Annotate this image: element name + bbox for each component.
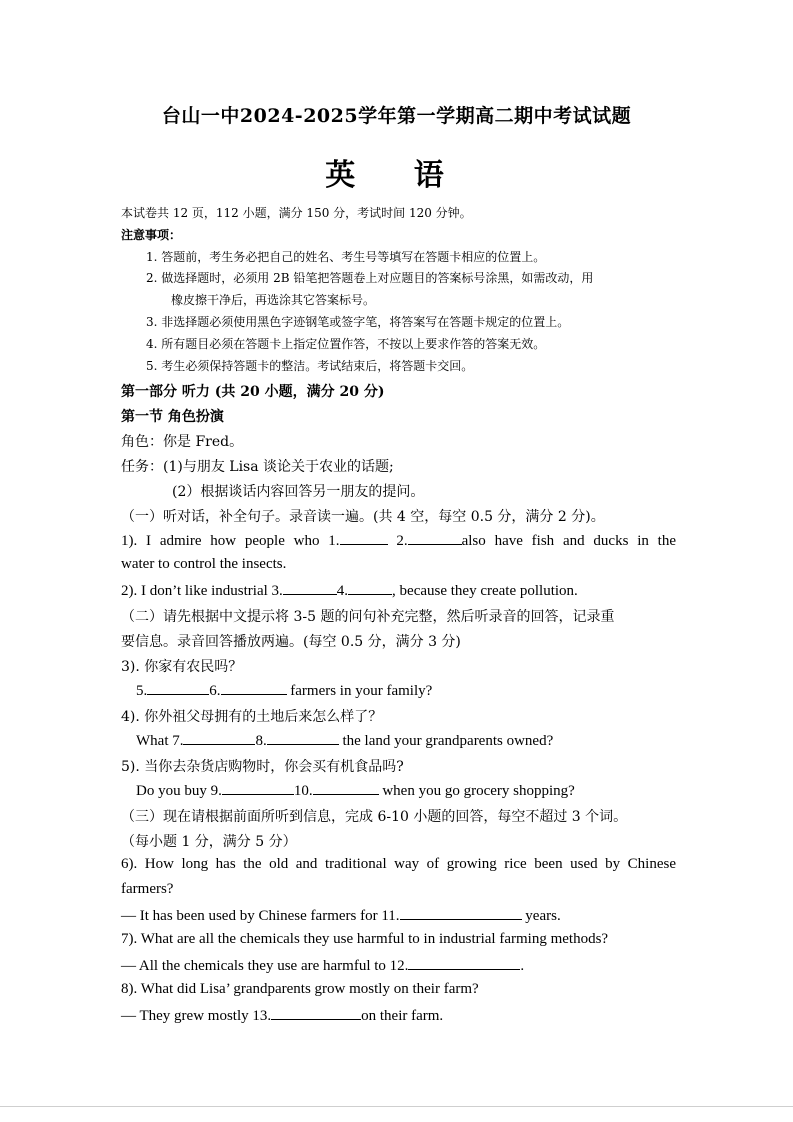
question-text: Do you buy 9. xyxy=(136,783,222,799)
note-item: 5. 考生必须保持答题卡的整洁。考试结束后，将答题卡交回。 xyxy=(146,359,474,373)
answer-blank-11 xyxy=(400,906,522,920)
page-bottom-divider xyxy=(0,1106,793,1107)
question-text: farmers in your family? xyxy=(286,683,433,699)
answer-blank-10 xyxy=(313,781,379,795)
question-6-line-2: farmers? xyxy=(121,881,174,897)
question-3-sentence xyxy=(136,681,432,700)
question-text: 10. xyxy=(293,783,313,799)
answer-text: — They grew mostly 13. xyxy=(121,1008,272,1024)
group3-header-2: （每小题 1 分，满分 5 分） xyxy=(121,834,297,850)
answer-blank-12 xyxy=(408,956,520,970)
group1-header: （一）听对话，补全句子。录音读一遍。(共 4 空，每空 0.5 分，满分 2 分)。 xyxy=(121,509,605,525)
task-line-2: (2）根据谈话内容回答另一朋友的提问。 xyxy=(172,484,425,500)
answer-blank-1 xyxy=(340,531,388,545)
question-text: the land your grandparents owned? xyxy=(338,733,554,749)
group2-header-1: （二）请先根据中文提示将 3-5 题的问句补充完整，然后听录音的回答，记录重 xyxy=(121,609,615,625)
question-number: 2). xyxy=(121,583,138,599)
question-text: , because they create pollution. xyxy=(392,583,578,599)
group3-header-1: （三）现在请根据前面所听到信息，完成 6-10 小题的回答，每空不超过 3 个词。 xyxy=(121,809,628,825)
question-1-line-1 xyxy=(121,531,676,550)
question-text: I don’t like industrial 3. xyxy=(137,583,283,599)
answer-blank-2 xyxy=(408,531,462,545)
notes-title: 注意事项： xyxy=(121,228,182,242)
answer-blank-9 xyxy=(222,781,294,795)
answer-blank-8 xyxy=(267,731,339,745)
note-item: 3. 非选择题必须使用黑色字迹钢笔或签字笔，将答案写在答题卡规定的位置上。 xyxy=(146,315,570,329)
question-text: 6. xyxy=(209,683,221,699)
note-item: 2. 做选择题时，必须用 2B 铅笔把答题卷上对应题目的答案标号涂黑，如需改动，用 xyxy=(146,271,594,285)
note-item: 橡皮擦干净后，再选涂其它答案标号。 xyxy=(171,293,376,307)
answer-blank-3 xyxy=(283,581,337,595)
question-text: also have fish and ducks in the xyxy=(461,533,676,549)
question-4-prompt: 4). 你外祖父母拥有的土地后来怎么样了？ xyxy=(121,709,383,725)
task-line-1: 任务：(1)与朋友 Lisa 谈论关于农业的话题; xyxy=(121,459,394,475)
question-5-sentence xyxy=(136,781,575,800)
question-6-line-1: 6). How long has the old and traditional way of growing rice been used by Chinese xyxy=(121,856,676,872)
answer-text: . xyxy=(520,958,525,974)
group2-header-2: 要信息。录音回答播放两遍。(每空 0.5 分，满分 3 分) xyxy=(121,634,461,650)
question-text: 2. xyxy=(387,533,408,549)
question-text: 1). I admire how people who 1. xyxy=(121,533,340,549)
question-4-sentence xyxy=(136,731,553,750)
question-1-line-2: water to control the insects. xyxy=(121,556,287,572)
answer-blank-7 xyxy=(183,731,255,745)
question-text: 8. xyxy=(255,733,267,749)
answer-blank-4 xyxy=(348,581,392,595)
role-line: 角色：你是 Fred。 xyxy=(121,434,244,450)
note-item: 1. 答题前，考生务必把自己的姓名、考生号等填写在答题卡相应的位置上。 xyxy=(146,250,546,264)
question-text: 4. xyxy=(336,583,349,599)
answer-text: years. xyxy=(521,908,561,924)
question-3-prompt: 3). 你家有农民吗？ xyxy=(121,659,243,675)
answer-text: on their farm. xyxy=(361,1008,444,1024)
question-text: when you go grocery shopping? xyxy=(378,783,575,799)
section1-title: 第一节 角色扮演 xyxy=(121,409,224,425)
answer-blank-6 xyxy=(221,681,287,695)
answer-blank-5 xyxy=(147,681,209,695)
question-2 xyxy=(121,581,578,600)
question-7: 7). What are all the chemicals they use harmful to in industrial farming methods? xyxy=(121,931,609,947)
exam-intro: 本试卷共 12 页，112 小题，满分 150 分，考试时间 120 分钟。 xyxy=(121,206,472,220)
part1-title: 第一部分 听力 (共 20 小题，满分 20 分) xyxy=(121,384,385,400)
question-text: 5. xyxy=(136,683,148,699)
question-5-prompt: 5). 当你去杂货店购物时，你会买有机食品吗? xyxy=(121,759,404,775)
note-item: 4. 所有题目必须在答题卡上指定位置作答，不按以上要求作答的答案无效。 xyxy=(146,337,546,351)
answer-6 xyxy=(121,906,561,925)
subject-title: 英 语 xyxy=(325,158,468,193)
answer-7 xyxy=(121,956,524,975)
question-8: 8). What did Lisa’ grandparents grow mostly on their farm? xyxy=(121,981,479,997)
answer-blank-13 xyxy=(271,1006,361,1020)
exam-title: 台山一中2024-2025学年第一学期高二期中考试试题 xyxy=(161,105,632,127)
answer-text: — All the chemicals they use are harmful to 12. xyxy=(121,958,409,974)
question-text: What 7. xyxy=(136,733,184,749)
answer-8 xyxy=(121,1006,443,1025)
answer-text: — It has been used by Chinese farmers for 11. xyxy=(121,908,400,924)
